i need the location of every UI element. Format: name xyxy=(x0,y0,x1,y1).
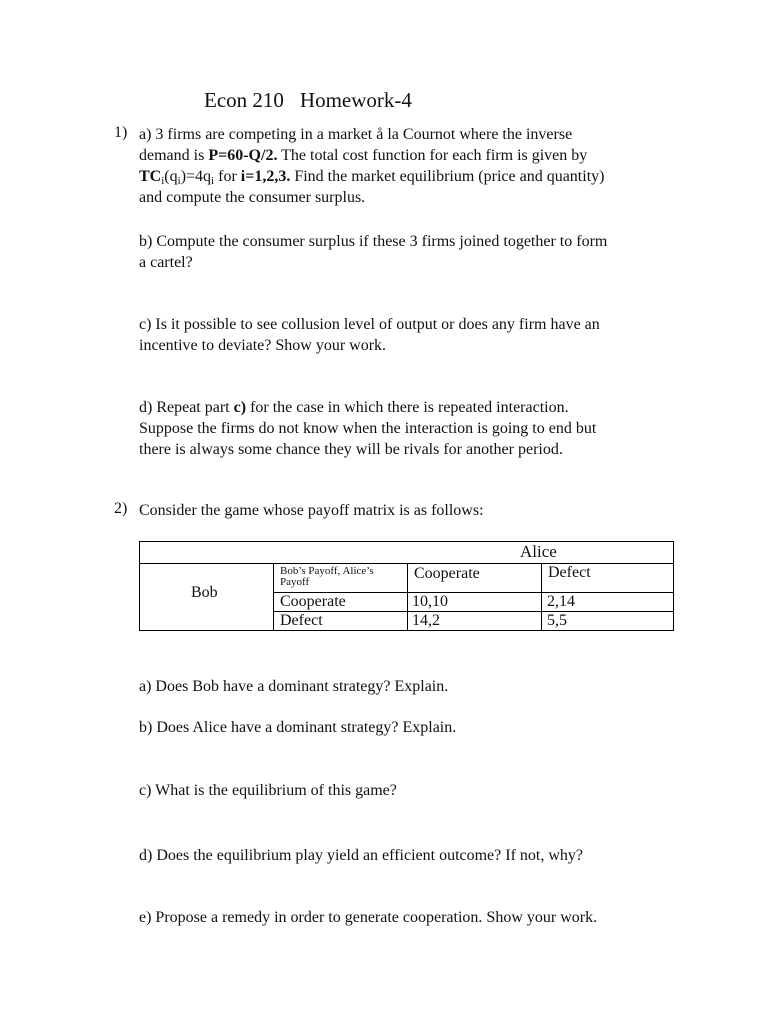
q1d-line-1: d) Repeat part c) for the case in which there is repeated interaction. xyxy=(139,399,569,416)
q1c-line-1: c) Is it possible to see collusion level of output or does any firm have an xyxy=(139,316,600,333)
column-header-defect: Defect xyxy=(548,564,591,581)
q1a-line-2: demand is P=60-Q/2. The total cost function for each firm is given by xyxy=(139,147,588,164)
question-1a xyxy=(139,124,699,208)
matrix-col-rule-3 xyxy=(541,563,542,630)
inverse-demand-formula: P=60-Q/2. xyxy=(208,147,278,164)
payoff-cooperate-cooperate: 10,10 xyxy=(412,593,448,610)
question-1b xyxy=(139,231,699,273)
question-1-number: 1) xyxy=(114,124,128,141)
firm-index: i=1,2,3. xyxy=(240,168,291,185)
question-2-intro: Consider the game whose payoff matrix is as follows: xyxy=(139,502,484,519)
row-header-defect: Defect xyxy=(280,612,323,629)
matrix-corner-label: Bob’s Payoff, Alice’s Payoff xyxy=(280,565,374,588)
question-2c: c) What is the equilibrium of this game? xyxy=(139,782,397,799)
question-1c xyxy=(139,314,699,356)
total-cost-label: TC xyxy=(139,168,162,185)
question-2e: e) Propose a remedy in order to generate cooperation. Show your work. xyxy=(139,909,598,926)
column-player-alice: Alice xyxy=(520,542,557,561)
matrix-col-rule-1 xyxy=(273,563,274,630)
page-title xyxy=(204,88,412,113)
q1c-line-2: incentive to deviate? Show your work. xyxy=(139,337,387,354)
q1b-line-2: a cartel? xyxy=(139,254,193,271)
payoff-defect-cooperate: 14,2 xyxy=(412,612,440,629)
matrix-col-rule-2 xyxy=(407,563,408,630)
question-2a: a) Does Bob have a dominant strategy? Explain. xyxy=(139,678,449,695)
q1d-line-2: Suppose the firms do not know when the interaction is going to end but xyxy=(139,420,597,437)
question-1d xyxy=(139,397,699,460)
course-name: Econ 210 xyxy=(204,88,284,112)
payoff-defect-defect: 5,5 xyxy=(547,612,567,629)
payoff-cooperate-defect: 2,14 xyxy=(547,593,575,610)
payoff-matrix xyxy=(139,541,674,631)
question-2d: d) Does the equilibrium play yield an efficient outcome? If not, why? xyxy=(139,847,584,864)
q1b-line-1: b) Compute the consumer surplus if these 3 firms joined together to form xyxy=(139,233,608,250)
column-header-cooperate: Cooperate xyxy=(414,565,480,582)
q1a-line-3: $TC_i(q_i)=4q_i$ for i=1,2,3. Find the market equilibrium (price and quantity) xyxy=(139,168,605,187)
matrix-row-rule-2 xyxy=(273,611,673,612)
question-2-number: 2) xyxy=(114,500,128,517)
q1d-line-3: there is always some chance they will be rivals for another period. xyxy=(139,441,563,458)
row-player-bob: Bob xyxy=(191,584,218,601)
homework-name: Homework-4 xyxy=(299,88,412,112)
question-2b: b) Does Alice have a dominant strategy? Explain. xyxy=(139,719,457,736)
q1a-line-1: a) 3 firms are competing in a market å la Cournot where the inverse xyxy=(139,126,573,143)
row-header-cooperate: Cooperate xyxy=(280,593,346,610)
q1a-line-4: and compute the consumer surplus. xyxy=(139,189,366,206)
